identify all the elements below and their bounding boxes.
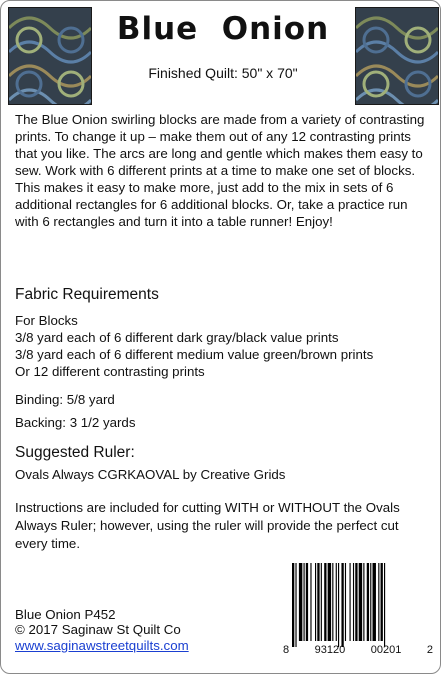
barcode-bar [338, 563, 339, 647]
barcode-bar [292, 563, 294, 647]
barcode-bars [283, 563, 433, 647]
barcode-bar [350, 563, 351, 641]
barcode-bar [345, 563, 346, 641]
barcode-bar [310, 563, 311, 641]
pattern-title: Blue Onion [116, 11, 330, 47]
barcode-bar [306, 563, 308, 641]
quilt-photo-right [355, 7, 439, 105]
fabric-item: 3/8 yard each of 6 different dark gray/black value prints [15, 330, 339, 345]
barcode-digits [283, 644, 433, 656]
ruler-heading: Suggested Ruler: [15, 444, 135, 461]
fabric-subheading: For Blocks [15, 313, 78, 328]
barcode-bar [324, 563, 326, 641]
quilt-image [356, 8, 438, 104]
barcode-bar [355, 563, 357, 641]
barcode-bar [336, 563, 337, 641]
quilt-photo-left [8, 7, 92, 105]
barcode-bar [304, 563, 305, 641]
barcode-bar [332, 563, 333, 641]
barcode-bar [363, 563, 364, 641]
quilt-image [9, 8, 91, 104]
barcode-bar [317, 563, 319, 641]
website-link[interactable]: www.saginawstreetquilts.com [15, 638, 189, 653]
ruler-name: Ovals Always CGRKAOVAL by Creative Grids [15, 467, 286, 482]
barcode-bar [384, 563, 385, 647]
instructions-note: Instructions are included for cutting WITH or WITHOUT the Ovals Always Ruler; however, using the ruler will provide the perfect cut every time. [15, 500, 400, 551]
barcode-bar [295, 563, 296, 647]
binding-requirement: Binding: 5/8 yard [15, 392, 115, 407]
barcode-group-2: 00201 [370, 644, 402, 656]
description: The Blue Onion swirling blocks are made from a variety of contrasting prints. To change it up – make them out of any 12 contrasting prints that you like. The arcs are long and gentle which makes them easy to sew. Work with 6 different prints at a time to make one set of blocks. This makes it easy to make more, just add to the mix in sets of 6 additional rectangles for 6 additional blocks. Or, take a practice run with 6 rectangles and turn it into a table runner! Enjoy! [15, 112, 425, 229]
barcode-bar [328, 563, 331, 641]
barcode-bar [378, 563, 379, 641]
upc-barcode [283, 563, 433, 661]
backing-requirement: Backing: 3 1/2 yards [15, 415, 136, 430]
fabric-heading: Fabric Requirements [15, 286, 159, 303]
barcode-bar [367, 563, 369, 641]
barcode-bar [359, 563, 362, 641]
barcode-bar [381, 563, 383, 641]
barcode-group-1: 93120 [314, 644, 346, 656]
barcode-bar [321, 563, 322, 641]
barcode-bar [299, 563, 302, 641]
finished-size: Finished Quilt: 50" x 70" [148, 65, 298, 81]
pattern-number: Blue Onion P452 [15, 607, 116, 622]
barcode-bar [341, 563, 343, 647]
fabric-item: 3/8 yard each of 6 different medium value green/brown prints [15, 347, 374, 362]
copyright: © 2017 Saginaw St Quilt Co [15, 622, 181, 637]
barcode-digit-right: 2 [426, 644, 433, 656]
barcode-bar [373, 563, 376, 641]
fabric-item: Or 12 different contrasting prints [15, 364, 205, 379]
barcode-bar [353, 563, 354, 641]
barcode-digit-left: 8 [283, 644, 290, 656]
barcode-bar [315, 563, 316, 641]
barcode-bar [370, 563, 371, 641]
